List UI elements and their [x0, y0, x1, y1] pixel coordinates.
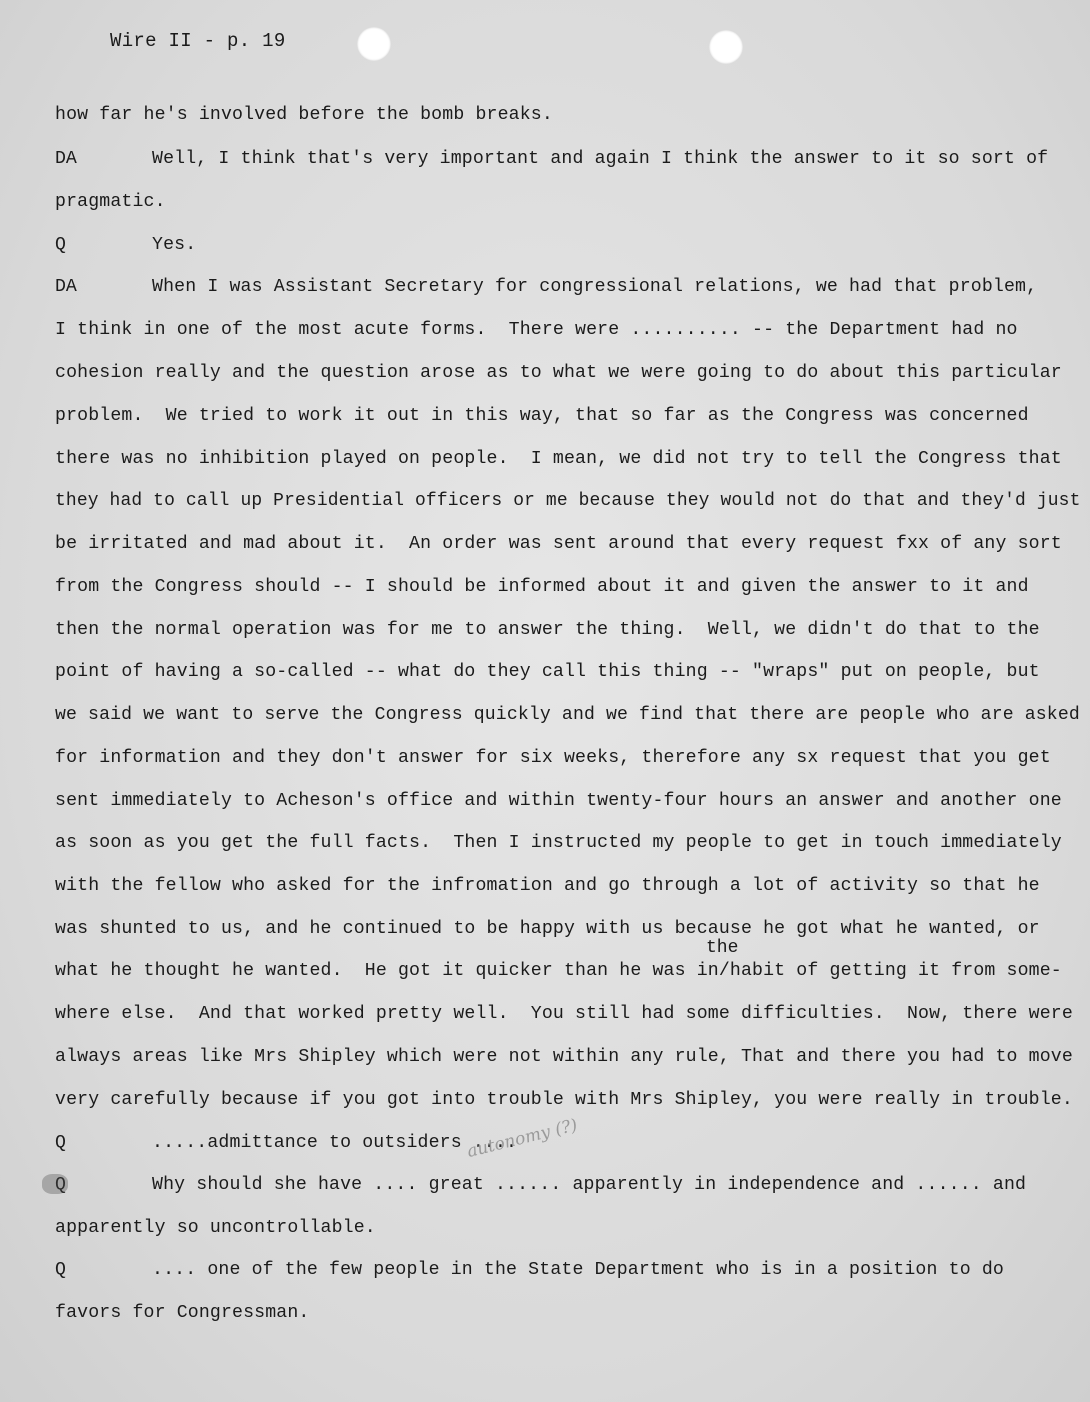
- transcript-line: point of having a so-called -- what do they call this thing -- "wraps" put on people, but: [55, 662, 1040, 682]
- transcript-line: apparently so uncontrollable.: [55, 1218, 376, 1238]
- transcript-line: Well, I think that's very important and again I think the answer to it so sort of: [152, 149, 1049, 169]
- speaker-label: DA: [55, 277, 77, 297]
- transcript-line: problem. We tried to work it out in this way, that so far as the Congress was concerned: [55, 406, 1029, 426]
- transcript-line: always areas like Mrs Shipley which were not within any rule, That and there you had to move: [55, 1047, 1073, 1067]
- speaker-label: Q: [55, 1133, 66, 1153]
- transcript-line: from the Congress should -- I should be informed about it and given the answer to it and: [55, 577, 1029, 597]
- transcript-line: I think in one of the most acute forms. There were .......... -- the Department had no: [55, 320, 1018, 340]
- transcript-line: what he thought he wanted. He got it quicker than he was in/habit of getting it from some-: [55, 961, 1062, 981]
- transcript-line: then the normal operation was for me to answer the thing. Well, we didn't do that to the: [55, 620, 1040, 640]
- transcript-line: they had to call up Presidential officers or me because they would not do that and they'd just: [55, 491, 1081, 511]
- transcript-line: for information and they don't answer for six weeks, therefore any sx request that you get: [55, 748, 1051, 768]
- speaker-label: DA: [55, 149, 77, 169]
- transcript-line: we said we want to serve the Congress quickly and we find that there are people who are asked: [55, 705, 1080, 725]
- transcript-line: as soon as you get the full facts. Then I instructed my people to get in touch immediately: [55, 833, 1062, 853]
- transcript-line: .....admittance to outsiders ....: [152, 1133, 518, 1153]
- speaker-label: Q: [55, 1260, 66, 1280]
- transcript-line: cohesion really and the question arose as to what we were going to do about this particular: [55, 363, 1062, 383]
- ink-smudge: [42, 1174, 68, 1194]
- transcript-line: with the fellow who asked for the infromation and go through a lot of activity so that he: [55, 876, 1040, 896]
- speaker-label: Q: [55, 1175, 66, 1195]
- pencil-annotation: autonomy (?): [465, 1115, 580, 1162]
- transcript-line: how far he's involved before the bomb breaks.: [55, 105, 553, 125]
- transcript-line: Why should she have .... great ...... apparently in independence and ...... and: [152, 1175, 1027, 1195]
- insertion-mark: the: [706, 938, 739, 958]
- transcript-line: When I was Assistant Secretary for congressional relations, we had that problem,: [152, 277, 1038, 297]
- transcript-line: .... one of the few people in the State Department who is in a position to do: [152, 1260, 1004, 1280]
- transcript-line: pragmatic.: [55, 192, 166, 212]
- speaker-label: Q: [55, 235, 66, 255]
- transcript-line: sent immediately to Acheson's office and within twenty-four hours an answer and another one: [55, 791, 1062, 811]
- transcript-line: favors for Congressman.: [55, 1303, 310, 1323]
- transcript-line: very carefully because if you got into trouble with Mrs Shipley, you were really in trouble.: [55, 1090, 1073, 1110]
- punch-hole-right: [709, 30, 743, 64]
- transcript-line: Yes.: [152, 235, 197, 255]
- transcript-line: be irritated and mad about it. An order was sent around that every request fxx of any sort: [55, 534, 1062, 554]
- transcript-line: was shunted to us, and he continued to be happy with us because he got what he wanted, or: [55, 919, 1040, 939]
- transcript-line: there was no inhibition played on people. I mean, we did not try to tell the Congress that: [55, 449, 1062, 469]
- punch-hole-left: [357, 27, 391, 61]
- page-header: Wire II - p. 19: [110, 30, 286, 52]
- transcript-line: where else. And that worked pretty well. You still had some difficulties. Now, there were: [55, 1004, 1073, 1024]
